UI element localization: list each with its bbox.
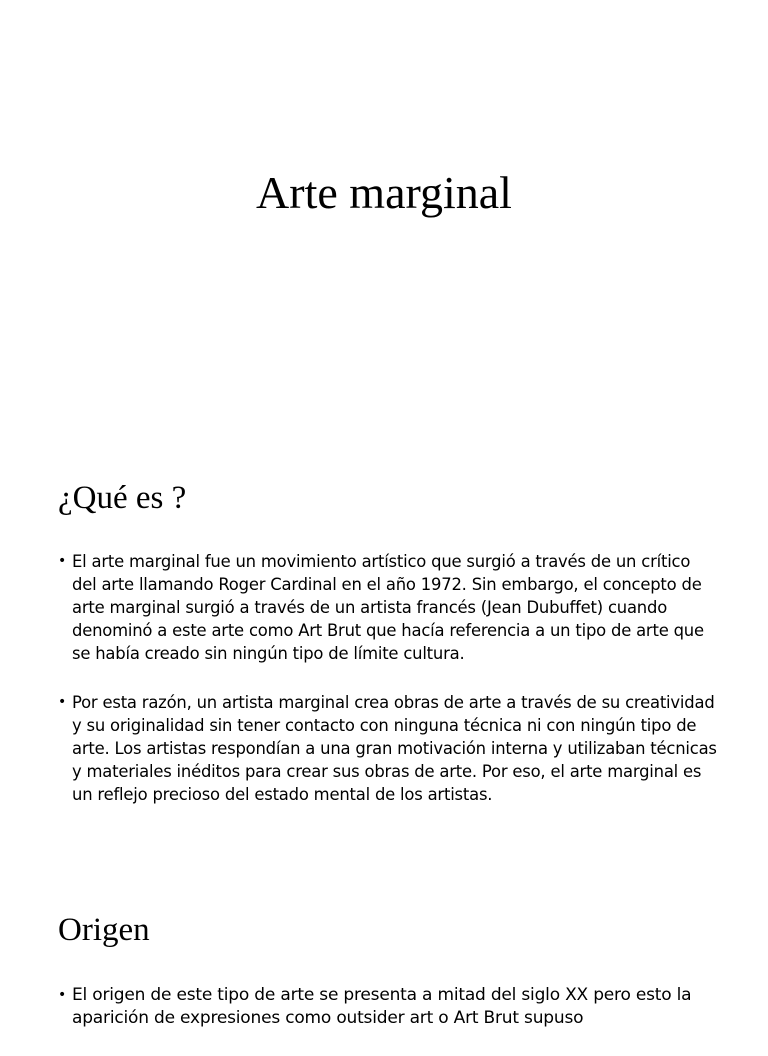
bullet-item	[58, 691, 718, 806]
bullet-text: El origen de este tipo de arte se presenta a mitad del siglo XX pero esto la aparición de expresiones como outsider art o Art Brut supuso	[72, 985, 692, 1028]
presentation-title: Arte marginal	[256, 167, 512, 218]
bullet-icon: •	[58, 553, 67, 569]
bullet-item	[58, 550, 718, 665]
bullet-text: El arte marginal fue un movimiento artístico que surgió a través de un crítico del arte llamando Roger Cardinal en el año 1972. Sin embargo, el concepto de arte marginal surgió a través de un artista francés (Jean Dubuffet) cuando denominó a este arte como Art Brut que hacía referencia a un tipo de arte que se había creado sin ningún tipo de límite cultura.	[72, 552, 704, 663]
bullet-list	[58, 550, 718, 832]
slide-heading: ¿Qué es ?	[58, 480, 187, 516]
bullet-icon: •	[58, 694, 67, 710]
bullet-item	[58, 984, 748, 1030]
slide-que-es	[0, 432, 768, 864]
bullet-list	[58, 984, 748, 1056]
bullet-icon: •	[58, 987, 67, 1003]
slide-origen	[0, 864, 768, 1028]
slide-heading: Origen	[58, 912, 150, 948]
slide-title	[0, 0, 768, 432]
bullet-text: Por esta razón, un artista marginal crea obras de arte a través de su creatividad y su originalidad sin tener contacto con ninguna técnica ni con ningún tipo de arte. Los artistas respondían a una gran motivación interna y utilizaban técnicas y materiales inéditos para crear sus obras de arte. Por eso, el arte marginal es un reflejo precioso del estado mental de los artistas.	[72, 693, 717, 804]
